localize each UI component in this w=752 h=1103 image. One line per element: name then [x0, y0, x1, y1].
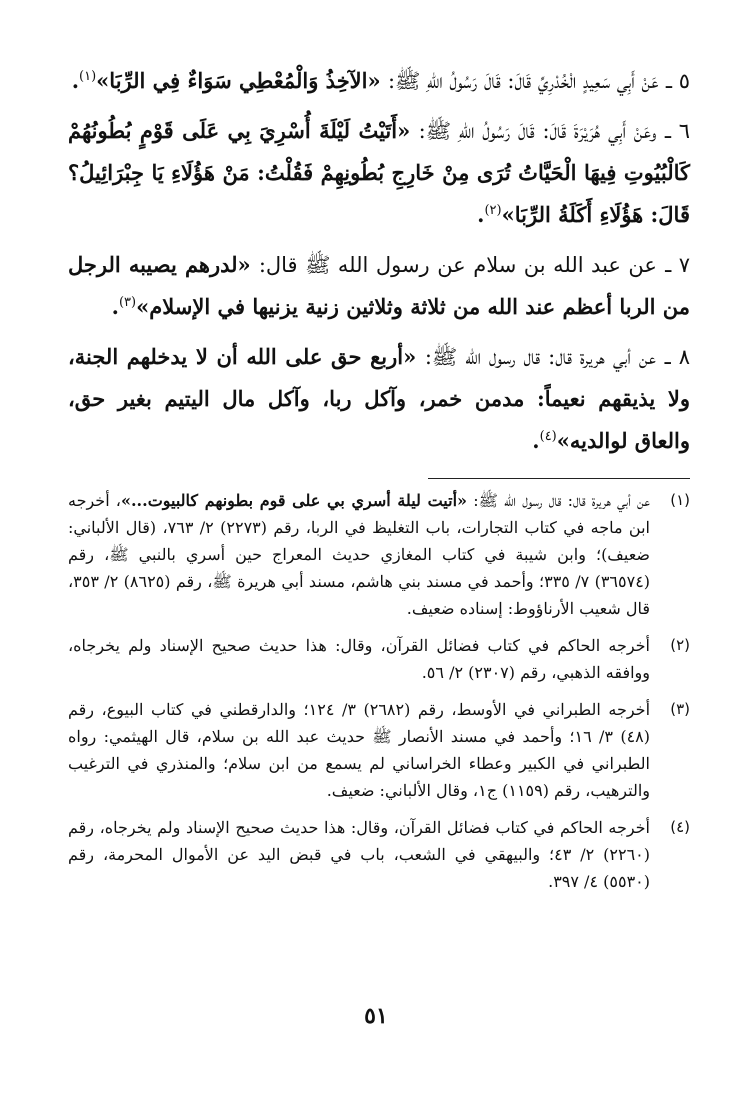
footnote-body: أخرجه الطبراني في الأوسط، رقم (٢٦٨٢) ٣/ ١٢٤؛ والدارقطني في كتاب البيوع، رقم (٤٨) ٣/ ١٦؛ وأحمد في مسند الأنصار ﷺ حديث عبد الله بن سلام، قال الهيثمي: رواه الطبراني في الكبير وعطاء الخراساني لم يسمع من ابن سلام؛ والمنذري في الترغيب والترهيب، رقم (١١٥٩) ج١، وقال الألباني: ضعيف.	[68, 700, 651, 800]
hadith-intro: عن عبد الله بن سلام عن رسول الله ﷺ قال:	[258, 253, 657, 277]
footnote-bold-quote: «أتيت ليلة أسري بي على قوم بطونهم كالبيوت...»	[120, 491, 468, 510]
hadith-8: ٨ ـ عن أبي هريرة قال: قال رسول الله ﷺ: «أربع حق على الله أن لا يدخلهم الجنة، ولا يذيقهم نعيماً: مدمن خمر، وآكل ربا، وآكل مال اليتيم بغير حق، والعاق لوالديه»$^{(٤)}$.	[68, 344, 691, 453]
footnote-number: (٤)	[670, 818, 690, 836]
footnote-lead: عن أبي هريرة قال: قال رسول الله ﷺ:	[473, 491, 650, 510]
footnote-mark[interactable]: (١)	[79, 69, 97, 84]
footnote-1	[68, 487, 690, 622]
hadith-5: ٥ ـ عَنْ أَبِي سَعِيدٍ الْخُدْرِيِّ قَالَ: قَالَ رَسُولُ اللهِ ﷺ: «الآخِذُ وَالْمُعْطِي سَوَاءٌ فِي الرِّبَا»$^{(١)}$.	[71, 68, 690, 93]
hadith-quote: «أَتَيْتُ لَيْلَةَ أُسْرِيَ بِي عَلَى قَوْمٍ بُطُونُهُمْ كَالْبُيُوتِ فِيهَا الْحَيَّاتُ تُرَى مِنْ خَارِجِ بُطُونِهِمْ فَقُلْتُ: مَنْ هَؤُلَاءِ يَا جِبْرَائِيلُ؟ قَالَ: هَؤُلَاءِ أَكَلَةُ الرِّبَا»	[68, 118, 690, 227]
hadith-number: ٥ ـ	[665, 69, 690, 93]
footnote-3	[68, 696, 690, 804]
page-number: ٥١	[364, 1003, 388, 1029]
hadith-intro: عَنْ أَبِي سَعِيدٍ الْخُدْرِيِّ قَالَ: قَالَ رَسُولُ اللهِ ﷺ:	[387, 69, 659, 93]
footnote-4	[68, 814, 690, 895]
footnote-mark[interactable]: (٤)	[539, 429, 557, 444]
hadith-number: ٨ ـ	[664, 345, 691, 369]
footnote-mark[interactable]: (٣)	[118, 295, 137, 310]
hadith-number: ٧ ـ	[665, 253, 690, 277]
hadith-quote: «أربع حق على الله أن لا يدخلهم الجنة، ولا يذيقهم نعيماً: مدمن خمر، وآكل ربا، وآكل مال اليتيم بغير حق، والعاق لوالديه»	[68, 344, 690, 453]
footnote-body: ، أخرجه ابن ماجه في كتاب التجارات، باب التغليظ في الربا، رقم (٢٢٧٣) ٢/ ٧٦٣، (قال الألباني: ضعيف)؛ وابن شيبة في كتاب المغازي حديث المعراج حين أسري بالنبي ﷺ، رقم (٣٦٥٧٤) ٧/ ٣٣٥؛ وأحمد في مسند بني هاشم، مسند أبي هريرة ﷺ، رقم (٨٦٢٥) ٢/ ٣٥٣، قال شعيب الأرناؤوط: إسناده ضعيف.	[68, 491, 651, 618]
hadith-7: ٧ ـ عن عبد الله بن سلام عن رسول الله ﷺ قال: «لدرهم يصيبه الرجل من الربا أعظم عند الله من ثلاثة وثلاثين زنية يزنيها في الإسلام»$^{(٣)}$.	[68, 252, 690, 319]
footnote-2	[68, 632, 690, 686]
footnote-number: (١)	[670, 491, 690, 509]
footnote-number: (٢)	[670, 636, 690, 654]
hadith-quote: «الآخِذُ وَالْمُعْطِي سَوَاءٌ فِي الرِّبَا»	[96, 68, 381, 93]
hadith-quote: «لدرهم يصيبه الرجل من الربا أعظم عند الله من ثلاثة وثلاثين زنية يزنيها في الإسلام»	[68, 252, 690, 319]
footnote-number: (٣)	[670, 700, 690, 718]
footnote-mark[interactable]: (٢)	[484, 203, 502, 218]
hadith-number: ٦ ـ	[664, 119, 691, 143]
footnote-text	[68, 487, 650, 622]
hadith-intro: عن أبي هريرة قال: قال رسول الله ﷺ:	[424, 345, 656, 369]
hadith-intro: وعَنْ أَبِي هُرَيْرَةَ قَالَ: قَالَ رَسُولُ اللهِ ﷺ:	[418, 119, 657, 143]
footnote-body: أخرجه الحاكم في كتاب فضائل القرآن، وقال: هذا حديث صحيح الإسناد ولم يخرجاه، رقم (٢٢٦٠) ٢/ ٤٣؛ والبيهقي في الشعب، باب في قبض اليد عن الأموال المحرمة، رقم (٥٥٣٠) ٤/ ٣٩٧.	[68, 818, 651, 891]
footnote-separator	[428, 478, 690, 479]
footnote-body: أخرجه الحاكم في كتاب فضائل القرآن، وقال: هذا حديث صحيح الإسناد ولم يخرجاه، ووافقه الذهبي، رقم (٢٣٠٧) ٢/ ٥٦.	[68, 636, 650, 682]
hadith-6: ٦ ـ وعَنْ أَبِي هُرَيْرَةَ قَالَ: قَالَ رَسُولُ اللهِ ﷺ: «أَتَيْتُ لَيْلَةَ أُسْرِيَ بِي عَلَى قَوْمٍ بُطُونُهُمْ كَالْبُيُوتِ فِيهَا الْحَيَّاتُ تُرَى مِنْ خَارِجِ بُطُونِهِمْ فَقُلْتُ: مَنْ هَؤُلَاءِ يَا جِبْرَائِيلُ؟ قَالَ: هَؤُلَاءِ أَكَلَةُ الرِّبَا»$^{(٢)}$.	[68, 118, 691, 227]
